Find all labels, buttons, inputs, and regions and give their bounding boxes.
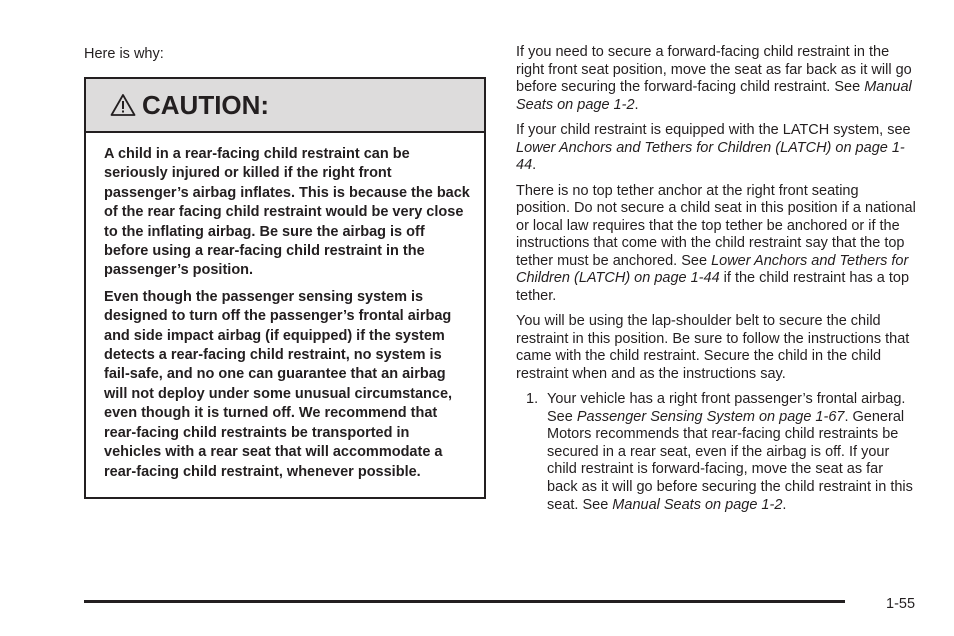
cross-reference: Lower Anchors and Tethers for Children (LATCH) on page 1-44 (516, 139, 905, 173)
page-number: 1-55 (886, 596, 916, 612)
caution-paragraph: Even though the passenger sensing system is designed to turn off the passenger’s frontal airbag and side impact airbag (if equipped) if the system detects a rear-facing child restraint, no system is fail-safe, and no one can guarantee that an airbag will not deploy under some unusual circumstance, even though it is turned off. We recommend that rear-facing child restraints be transported in vehicles with a rear seat that will accommodate a rear-facing child restraint, whenever possible. (104, 288, 453, 480)
caution-paragraph: A child in a rear-facing child restraint can be seriously injured or killed if the right front passenger’s airbag inflates. This is because the back of the rear facing child restraint would be very close to the inflating airbag. Be sure the airbag is off before using a rear-facing child restraint in the passenger’s position. (104, 146, 470, 279)
cross-reference: Manual Seats on page 1-2 (516, 79, 912, 113)
paragraph-text: . (532, 157, 537, 173)
list-item (526, 391, 916, 514)
cross-reference: Lower Anchors and Tethers for Children (LATCH) on page 1-44 (516, 252, 909, 286)
caution-title: CAUTION: (142, 89, 270, 120)
caution-box (84, 77, 486, 499)
warning-triangle-icon (110, 93, 136, 117)
cross-reference: Passenger Sensing System on page 1-67 (576, 408, 845, 425)
right-column (516, 44, 916, 514)
cross-reference: Manual Seats on page 1-2 (612, 496, 783, 513)
list-text-part: . (782, 496, 787, 513)
footer-rule (84, 600, 845, 603)
caution-body (86, 133, 484, 497)
list-text-part: . General Motors recommends that rear-facing child restraints be secured in a rear seat, even if the airbag is off. If your child restraint is forward-facing, move the seat as far back as it will go before securing the child restraint in this seat. See (547, 408, 913, 513)
left-column (84, 44, 486, 499)
list-text-part: Your vehicle has a right front passenger’s frontal airbag. See (547, 391, 906, 425)
list-number: 1. (526, 391, 539, 407)
paragraph-lap-shoulder: You will be using the lap-shoulder belt to secure the child restraint in this position. Be sure to follow the instructions that came with the child restraint. Secure the child in the child restraint when and as the instructions say. (516, 313, 910, 382)
paragraph-text: There is no top tether anchor at the right front seating position. Do not secure a child seat in this position if a national or local law requires that the top tether be anchored or if the instructions that come with the child restraint say that the top tether must be anchored. See (516, 182, 916, 269)
list-text (547, 391, 916, 514)
intro-text: Here is why: (84, 46, 164, 62)
paragraph-top-tether (516, 183, 916, 306)
paragraph-text: If you need to secure a forward-facing child restraint in the right front seat position, move the seat as far back as it will go before securing the forward-facing child restraint. See (516, 44, 912, 95)
paragraph-forward-facing (516, 44, 916, 114)
paragraph-text: if the child restraint has a top tether. (516, 270, 910, 304)
paragraph-text: If your child restraint is equipped with the LATCH system, see (516, 122, 911, 138)
paragraph-latch (516, 122, 916, 175)
paragraph-text: . (634, 96, 639, 113)
caution-header (86, 79, 484, 133)
